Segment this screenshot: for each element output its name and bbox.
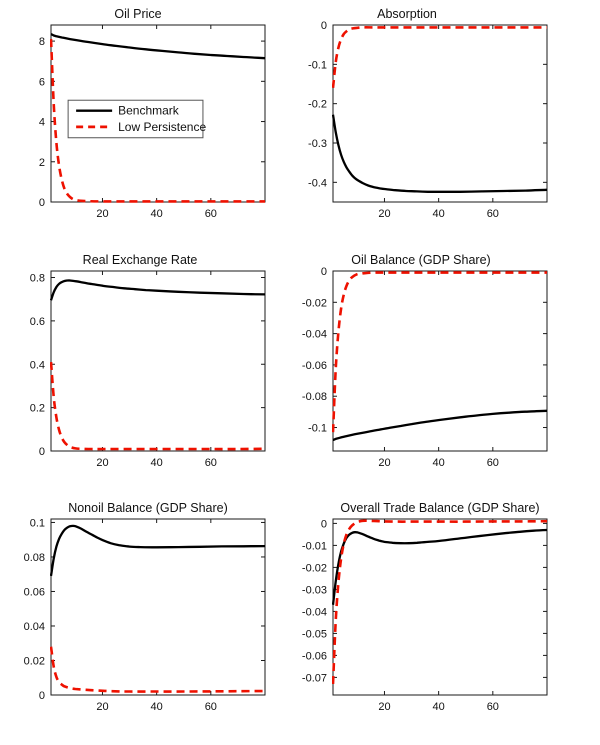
x-tick-label: 40 [150, 208, 163, 220]
x-tick-label: 20 [378, 701, 391, 713]
subplot-absorption [308, 7, 547, 220]
y-tick-label: 0 [320, 266, 327, 278]
y-tick-label: -0.01 [301, 540, 327, 553]
x-tick-label: 60 [204, 701, 217, 713]
y-tick-label: 0 [320, 20, 327, 32]
y-tick-label: -0.3 [308, 138, 327, 150]
subplot-oil-balance-gdp-share [302, 253, 547, 469]
y-tick-label: -0.1 [308, 59, 327, 72]
y-tick-label: 0.04 [23, 620, 45, 633]
y-tick-label: 0.8 [29, 272, 45, 285]
legend [68, 100, 206, 138]
y-tick-label: 0.06 [23, 586, 45, 599]
axis-box [333, 25, 547, 202]
axis-box [51, 271, 265, 451]
y-tick-label: 0.08 [23, 551, 45, 564]
y-tick-label: 0.1 [29, 517, 45, 530]
series-benchmark [333, 530, 547, 605]
series-benchmark [333, 411, 547, 440]
y-tick-label: 0 [320, 518, 327, 531]
y-tick-label: 0 [38, 446, 45, 458]
y-tick-label: -0.07 [301, 672, 327, 685]
axis-box [333, 519, 547, 695]
y-tick-label: 0.6 [29, 315, 45, 328]
y-tick-label: 0.2 [29, 402, 45, 415]
subplot-overall-trade-balance-gdp-share [302, 501, 547, 713]
x-tick-label: 20 [378, 457, 391, 469]
y-tick-label: -0.4 [308, 177, 327, 190]
series-benchmark [51, 526, 265, 576]
subplot-title: Overall Trade Balance (GDP Share) [340, 501, 540, 515]
series-low-persistence [333, 521, 547, 684]
y-tick-label: -0.08 [301, 391, 327, 404]
subplot-title: Oil Price [114, 7, 162, 21]
x-tick-label: 40 [432, 701, 445, 713]
y-tick-label: -0.04 [301, 606, 327, 619]
subplot-title: Absorption [377, 7, 437, 21]
subplot-oil-price [39, 7, 265, 220]
y-tick-label: -0.02 [301, 297, 327, 310]
subplot-title: Oil Balance (GDP Share) [351, 253, 491, 267]
x-tick-label: 40 [150, 457, 163, 469]
series-benchmark [51, 280, 265, 300]
y-tick-label: -0.05 [301, 628, 327, 641]
x-tick-label: 60 [486, 457, 499, 469]
y-tick-label: 0.4 [29, 359, 45, 372]
y-tick-label: -0.02 [301, 562, 327, 575]
x-tick-label: 60 [204, 457, 217, 469]
axis-box [333, 271, 547, 451]
y-tick-label: 2 [38, 156, 45, 169]
y-tick-label: -0.04 [301, 328, 327, 341]
y-tick-label: 0.02 [23, 655, 45, 668]
y-tick-label: 4 [38, 116, 45, 129]
series-low-persistence [51, 647, 265, 692]
legend-label: Benchmark [118, 103, 179, 118]
x-tick-label: 20 [96, 701, 109, 713]
series-low-persistence [333, 273, 547, 433]
subplot-title: Real Exchange Rate [82, 253, 198, 267]
y-tick-label: 8 [38, 36, 45, 49]
series-low-persistence [333, 27, 547, 88]
x-tick-label: 60 [204, 208, 217, 220]
series-low-persistence [51, 362, 265, 449]
x-tick-label: 40 [432, 457, 445, 469]
x-tick-label: 20 [96, 208, 109, 220]
series-benchmark [333, 115, 547, 192]
y-tick-label: 0 [38, 690, 45, 702]
subplot-nonoil-balance-gdp-share [24, 501, 265, 713]
subplot-title: Nonoil Balance (GDP Share) [68, 501, 228, 515]
x-tick-label: 40 [432, 208, 445, 220]
legend-label: Low Persistence [118, 119, 207, 134]
x-tick-label: 20 [96, 457, 109, 469]
x-tick-label: 20 [378, 208, 391, 220]
series-benchmark [51, 34, 265, 58]
subplot-real-exchange-rate [30, 253, 265, 469]
y-tick-label: -0.2 [308, 98, 327, 111]
x-tick-label: 60 [486, 208, 499, 220]
y-tick-label: -0.06 [301, 650, 327, 663]
y-tick-label: -0.03 [301, 584, 327, 597]
y-tick-label: -0.06 [301, 359, 327, 372]
y-tick-label: 0 [38, 197, 45, 209]
x-tick-label: 40 [150, 701, 163, 713]
y-tick-label: 6 [38, 76, 45, 89]
y-tick-label: -0.1 [308, 422, 327, 435]
x-tick-label: 60 [486, 701, 499, 713]
